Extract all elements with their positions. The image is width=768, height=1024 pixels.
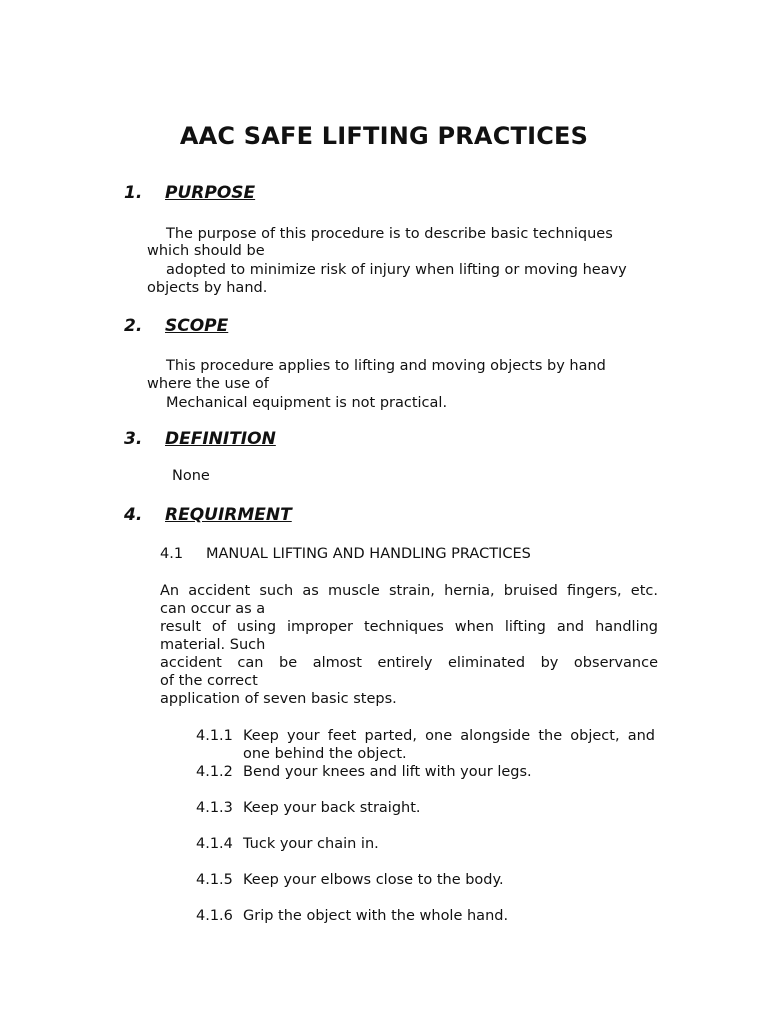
section-title: DEFINITION (165, 429, 276, 449)
step-number: 4.1.1 (196, 728, 233, 744)
step-4-1-1-continuation: one behind the object. (243, 746, 407, 762)
step-4-1-1 (196, 728, 243, 744)
step-text: Keep your back straight. (243, 800, 421, 816)
section-title: SCOPE (165, 316, 229, 336)
section-title: PURPOSE (165, 183, 256, 203)
definition-text: None (172, 468, 210, 484)
document-title: AAC SAFE LIFTING PRACTICES (179, 122, 589, 150)
step-number: 4.1.6 (196, 908, 233, 924)
step-4-1-6 (196, 908, 508, 924)
section-number: 3. (124, 429, 143, 449)
step-text: Bend your knees and lift with your legs. (243, 764, 532, 780)
section-number: 2. (124, 316, 143, 336)
step-number: 4.1.5 (196, 872, 233, 888)
step-4-1-1-text: Keep your feet parted, one alongside the object, and (243, 728, 655, 744)
purpose-line-4: objects by hand. (147, 280, 268, 296)
scope-line-3: Mechanical equipment is not practical. (166, 395, 448, 411)
scope-line-1: This procedure applies to lifting and moving objects by hand (166, 358, 606, 374)
subsection-heading (160, 546, 531, 562)
section-number: 4. (124, 505, 143, 525)
section-heading-requirment (124, 505, 292, 525)
step-text: Grip the object with the whole hand. (243, 908, 509, 924)
section-heading-purpose (124, 183, 255, 203)
requirement-paragraph-line-5: accident can be almost entirely eliminated by observance (160, 655, 658, 671)
purpose-line-3: adopted to minimize risk of injury when lifting or moving heavy (166, 262, 627, 278)
section-heading-definition (124, 429, 276, 449)
subsection-title: MANUAL LIFTING AND HANDLING PRACTICES (206, 546, 531, 562)
step-text: Tuck your chain in. (243, 836, 379, 852)
purpose-line-1: The purpose of this procedure is to describe basic techniques (166, 226, 613, 242)
step-4-1-3 (196, 800, 421, 816)
step-number: 4.1.3 (196, 800, 233, 816)
requirement-paragraph-line-2: can occur as a (160, 601, 266, 617)
step-4-1-4 (196, 836, 379, 852)
step-4-1-5 (196, 872, 504, 888)
section-title: REQUIRMENT (165, 505, 292, 525)
requirement-paragraph-line-6: of the correct (160, 673, 258, 689)
requirement-paragraph-line-1: An accident such as muscle strain, hernia, bruised fingers, etc. (160, 583, 658, 599)
step-number: 4.1.4 (196, 836, 233, 852)
requirement-paragraph-line-3: result of using improper techniques when lifting and handling (160, 619, 658, 635)
scope-line-2: where the use of (147, 376, 269, 392)
purpose-line-2: which should be (147, 243, 265, 259)
step-number: 4.1.2 (196, 764, 233, 780)
section-number: 1. (124, 183, 143, 203)
subsection-number: 4.1 (160, 546, 184, 562)
requirement-paragraph-line-4: material. Such (160, 637, 266, 653)
step-text: Keep your elbows close to the body. (243, 872, 504, 888)
requirement-paragraph-line-7: application of seven basic steps. (160, 691, 397, 707)
section-heading-scope (124, 316, 228, 336)
step-4-1-2 (196, 764, 532, 780)
